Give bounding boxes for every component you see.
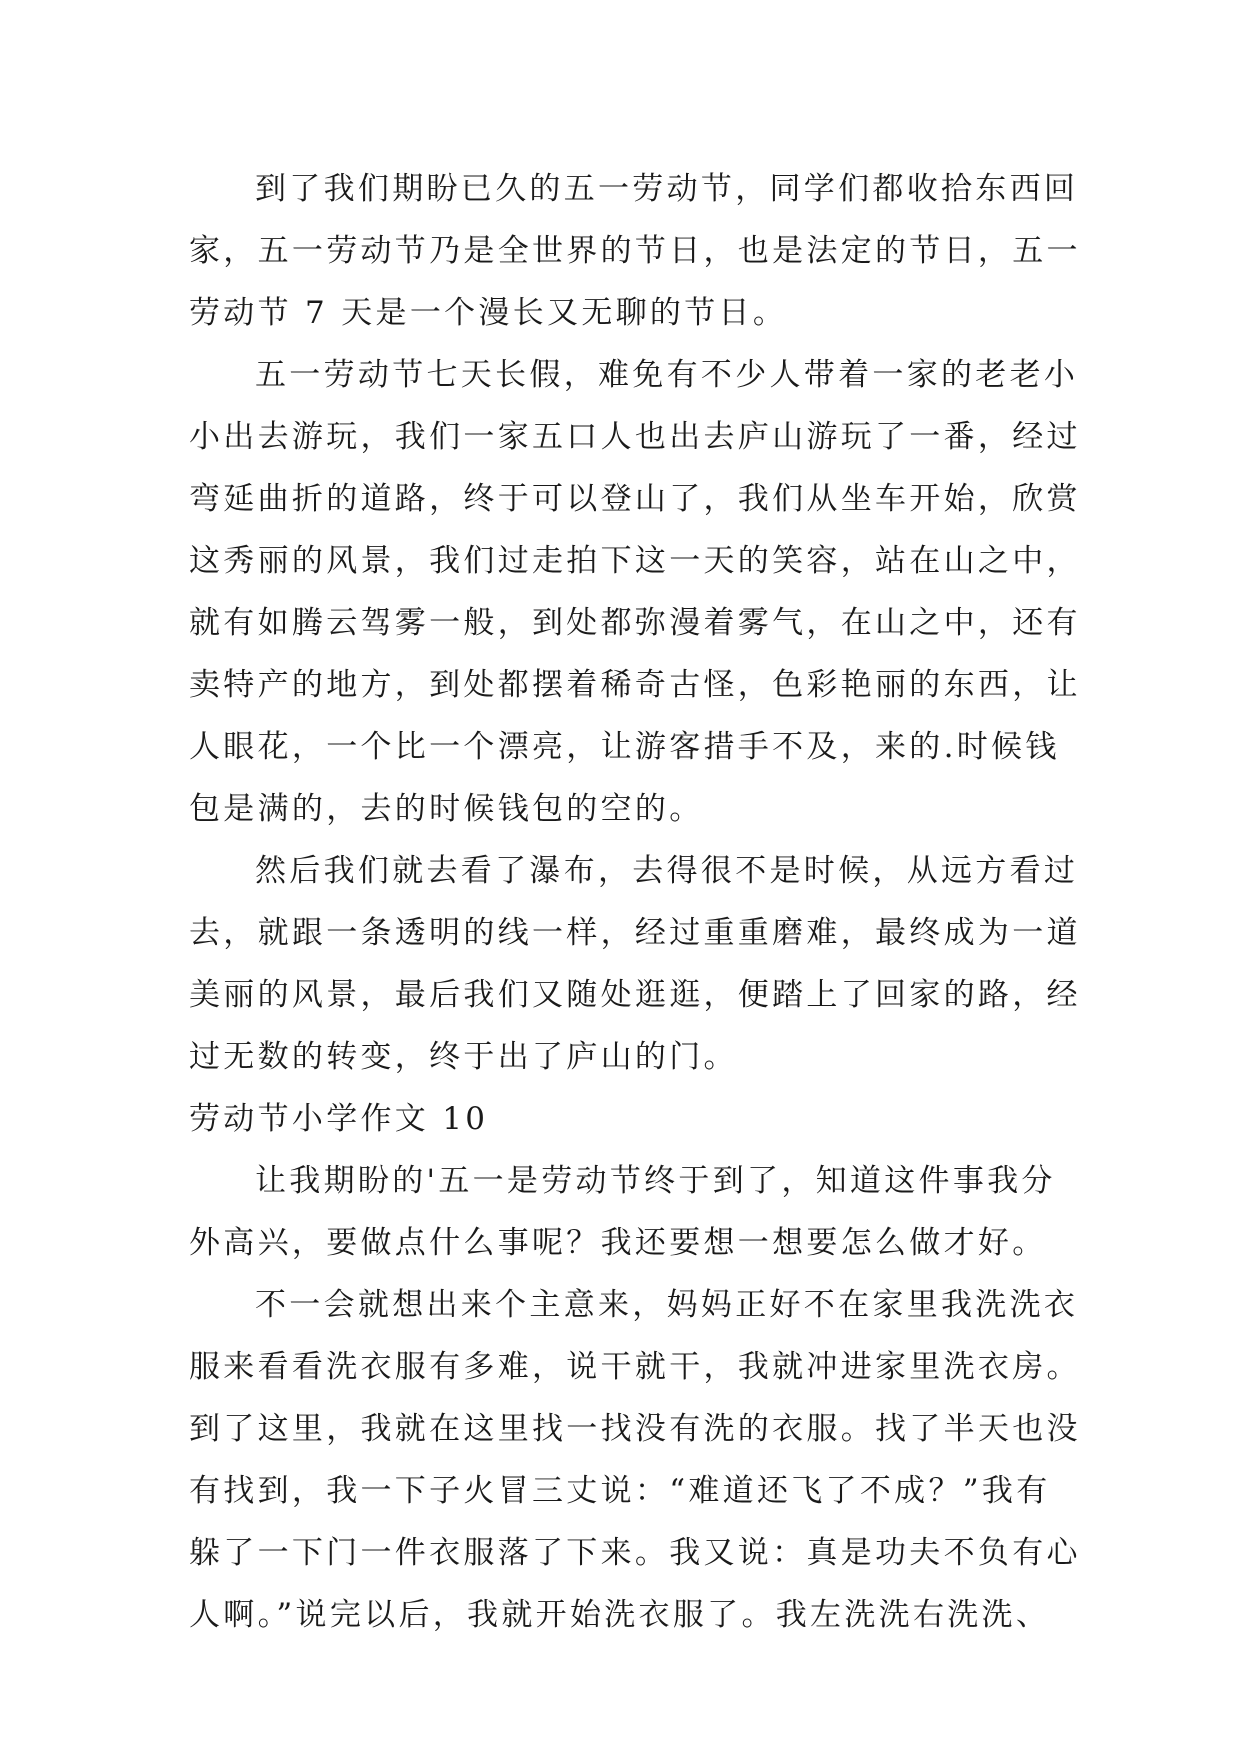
paragraph	[189, 1150, 1056, 1274]
text-line: 这秀丽的风景，我们过走拍下这一天的笑容，站在山之中，	[189, 543, 1081, 579]
text-line: 让我期盼的'五一是劳动节终于到了，知道这件事我分	[255, 1163, 1056, 1199]
text-line: 美丽的风景，最后我们又随处逛逛，便踏上了回家的路，经	[189, 977, 1081, 1013]
text-line: 到了我们期盼已久的五一劳动节，同学们都收拾东西回	[255, 171, 1079, 207]
text-line: 人眼花，一个比一个漂亮，让游客措手不及，来的.时候钱	[189, 729, 1060, 765]
document-page	[189, 158, 1081, 1646]
paragraph	[189, 158, 1081, 344]
text-line: 家，五一劳动节乃是全世界的节日，也是法定的节日，五一	[189, 233, 1081, 269]
text-line: 劳动节 7 天是一个漫长又无聊的节日。	[189, 295, 788, 331]
text-line: 外高兴，要做点什么事呢？我还要想一想要怎么做才好。	[189, 1225, 1047, 1261]
text-line: 服来看看洗衣服有多难，说干就干，我就冲进家里洗衣房。	[189, 1349, 1081, 1385]
paragraph	[189, 1274, 1081, 1646]
paragraph	[189, 840, 1081, 1088]
text-line: 去，就跟一条透明的线一样，经过重重磨难，最终成为一道	[189, 915, 1081, 951]
text-line: 小出去游玩，我们一家五口人也出去庐山游玩了一番，经过	[189, 419, 1081, 455]
text-line: 五一劳动节七天长假，难免有不少人带着一家的老老小	[255, 357, 1079, 393]
text-line: 不一会就想出来个主意来，妈妈正好不在家里我洗洗衣	[255, 1287, 1079, 1323]
text-line: 有找到，我一下子火冒三丈说：“难道还飞了不成？”我有	[189, 1473, 1051, 1509]
heading-text: 劳动节小学作文 10	[189, 1101, 489, 1137]
text-line: 人啊。”说完以后，我就开始洗衣服了。我左洗洗右洗洗、	[189, 1597, 1051, 1633]
section-heading	[189, 1088, 1051, 1150]
paragraph	[189, 344, 1081, 840]
text-line: 包是满的，去的时候钱包的空的。	[189, 791, 704, 827]
text-line: 弯延曲折的道路，终于可以登山了，我们从坐车开始，欣赏	[189, 481, 1081, 517]
text-line: 过无数的转变，终于出了庐山的门。	[189, 1039, 738, 1075]
text-line: 然后我们就去看了瀑布，去得很不是时候，从远方看过	[255, 853, 1079, 889]
text-line: 就有如腾云驾雾一般，到处都弥漫着雾气，在山之中，还有	[189, 605, 1081, 641]
text-line: 到了这里，我就在这里找一找没有洗的衣服。找了半天也没	[189, 1411, 1081, 1447]
text-line: 卖特产的地方，到处都摆着稀奇古怪，色彩艳丽的东西，让	[189, 667, 1081, 703]
text-line: 躲了一下门一件衣服落了下来。我又说：真是功夫不负有心	[189, 1535, 1081, 1571]
